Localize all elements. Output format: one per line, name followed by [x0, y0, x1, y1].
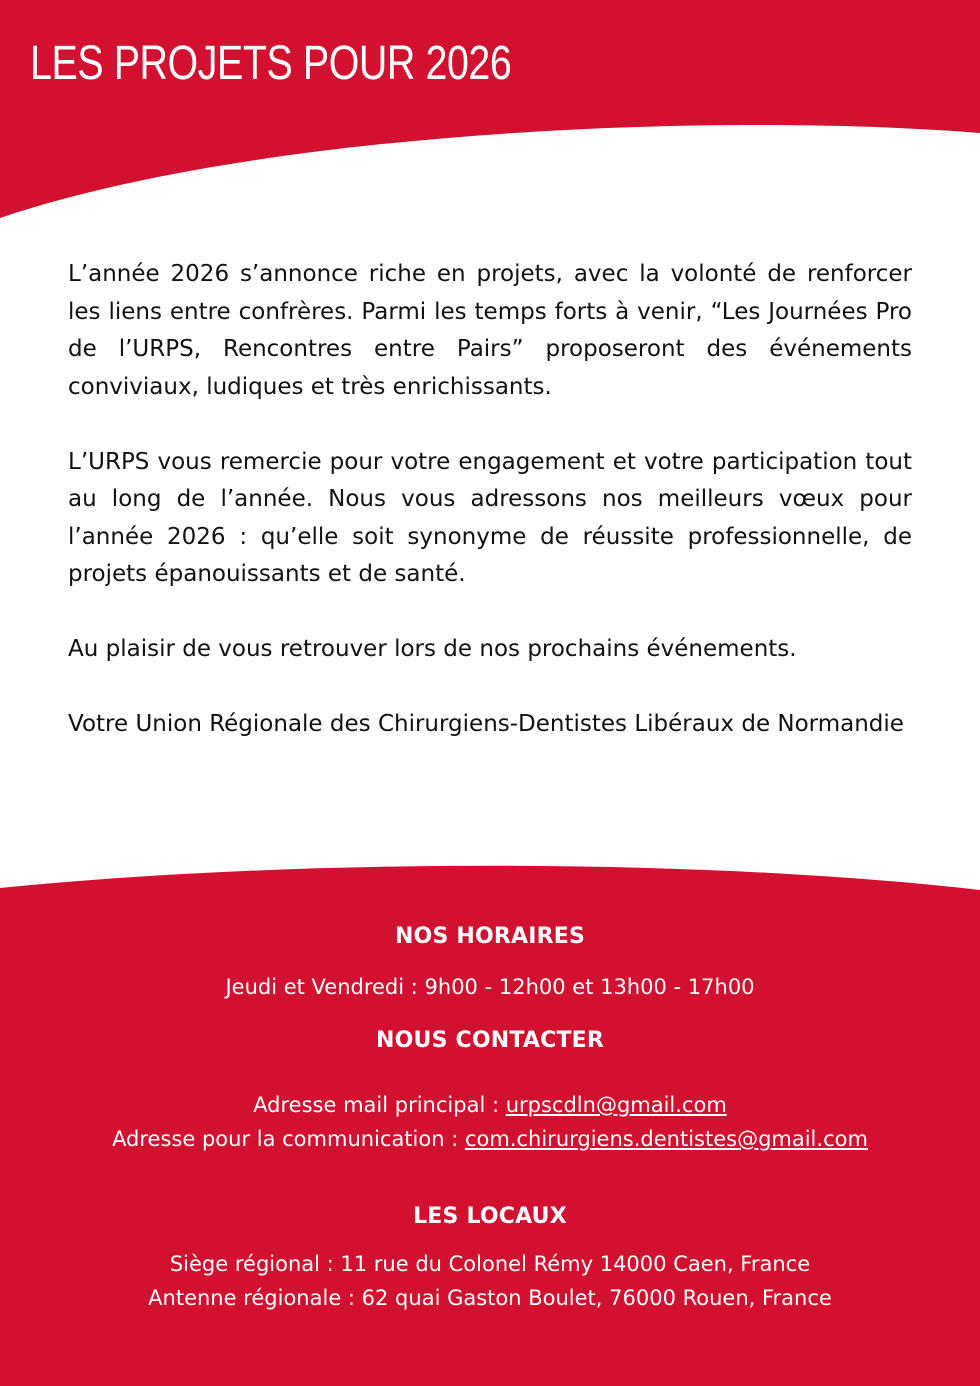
contact-heading: NOUS CONTACTER — [376, 1028, 604, 1053]
hours-heading: NOS HORAIRES — [394, 924, 586, 949]
main-email-line — [0, 1088, 980, 1122]
comm-email-link[interactable]: com.chirurgiens.dentistes@gmail.com — [464, 1127, 868, 1151]
paragraph-events: Au plaisir de vous retrouver lors de nos prochains événements. — [68, 636, 797, 662]
comm-email-label: Adresse pour la communication : — [112, 1127, 465, 1151]
hours-text: Jeudi et Vendredi : 9h00 - 12h00 et 13h00 - 17h00 — [225, 975, 755, 999]
page-title: LES PROJETS POUR 2026 — [30, 37, 512, 90]
header-banner — [0, 0, 980, 230]
contact-section — [0, 1024, 980, 1156]
main-email-label: Adresse mail principal : — [253, 1093, 506, 1117]
premises-heading: LES LOCAUX — [413, 1204, 567, 1229]
siege-address: Siège régional : 11 rue du Colonel Rémy 14000 Caen, France — [169, 1252, 811, 1276]
comm-email-line — [0, 1122, 980, 1156]
main-email-link[interactable]: urpscdln@gmail.com — [505, 1093, 727, 1117]
footer-info — [0, 900, 980, 1315]
premises-section — [0, 1200, 980, 1315]
hours-section — [0, 920, 980, 1004]
antenne-address: Antenne régionale : 62 quai Gaston Boulet, 76000 Rouen, France — [148, 1286, 832, 1310]
paragraph-thanks: L’URPS vous remercie pour votre engagement et votre participation tout au long de l’année. Nous vous adressons nos meilleurs vœux pour l’année 2026 : qu’elle soit synonyme de réussite professionnelle, de projets épanouissants et de santé. — [68, 448, 912, 587]
paragraph-projects: L’année 2026 s’annonce riche en projets, avec la volonté de renforcer les liens entre confrères. Parmi les temps forts à venir, “Les Journées Pro de l’URPS, Rencontres entre Pairs” proposeront des événements conviviaux, ludiques et très enrichissants. — [68, 261, 912, 400]
body-content — [68, 256, 912, 781]
paragraph-signature: Votre Union Régionale des Chirurgiens-Dentistes Libéraux de Normandie — [68, 711, 904, 737]
